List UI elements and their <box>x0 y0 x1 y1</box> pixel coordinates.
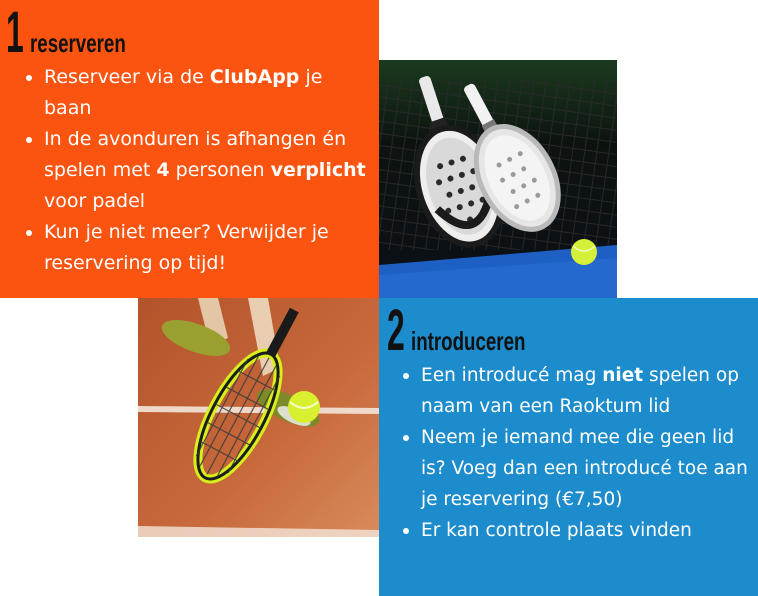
reserveren-list <box>22 62 374 279</box>
list-item: Neem je iemand mee die geen lid is? Voeg dan een introducé toe aan je reservering (€7,50) <box>399 422 754 515</box>
list-item: Reserveer via de ClubApp je baan <box>22 62 374 124</box>
introduceren-list <box>399 360 754 546</box>
list-item: In de avonduren is afhangen én spelen met 4 personen verplicht voor padel <box>22 124 374 217</box>
section-number: 2 <box>387 298 405 363</box>
section-heading <box>387 298 570 363</box>
list-item: Een introducé mag niet spelen op naam van een Raoktum lid <box>399 360 754 422</box>
reserveren-panel <box>0 0 379 298</box>
list-item: Kun je niet meer? Verwijder je reservering op tijd! <box>22 217 374 279</box>
section-title: reserveren <box>30 28 126 58</box>
introduceren-panel <box>379 298 758 596</box>
tennis-racket-ball-photo <box>138 298 379 537</box>
section-heading <box>6 0 163 65</box>
padel-rackets-photo <box>379 60 617 298</box>
section-number: 1 <box>6 0 24 65</box>
list-item: Er kan controle plaats vinden <box>399 515 754 546</box>
section-title: introduceren <box>411 326 526 356</box>
